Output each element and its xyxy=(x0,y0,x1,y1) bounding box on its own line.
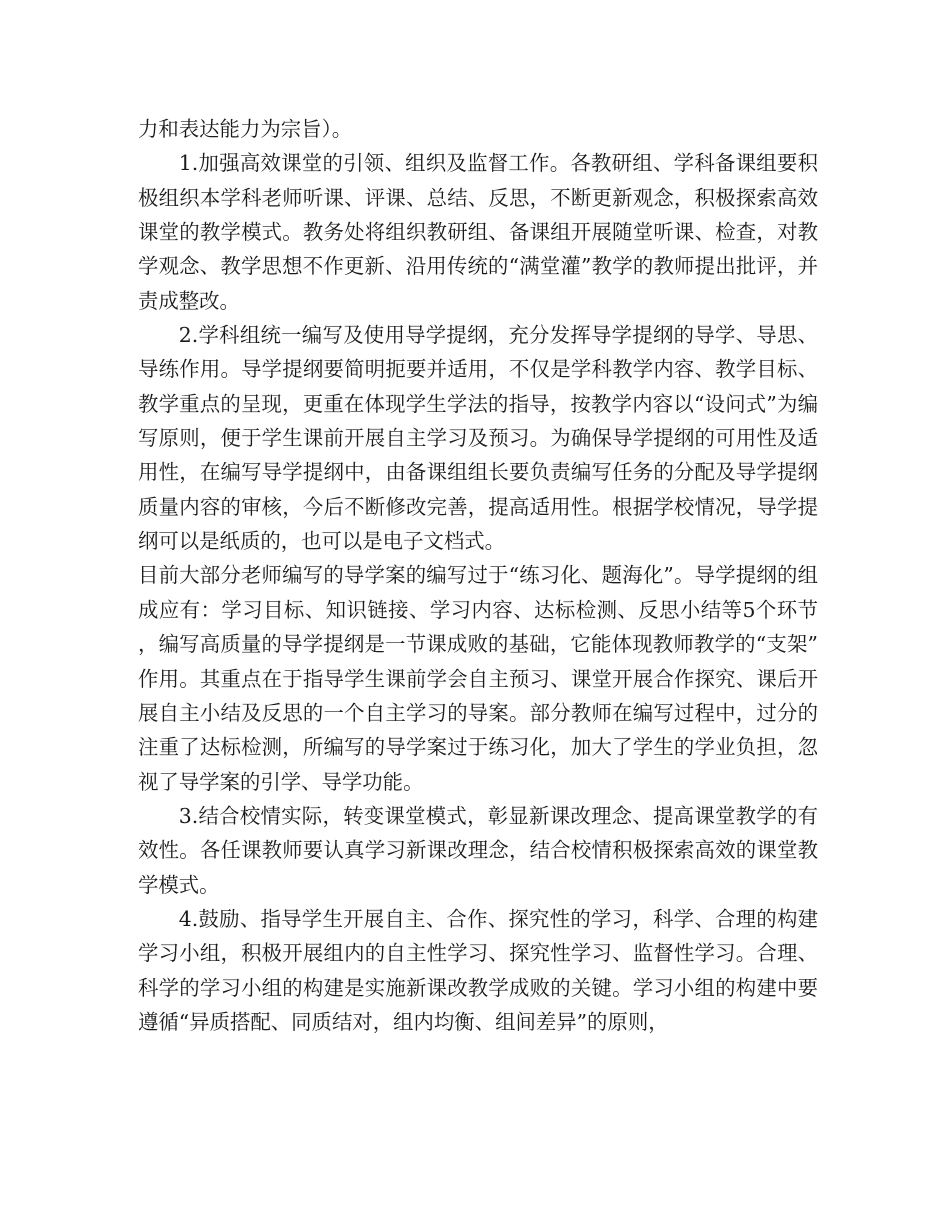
paragraph-continuation: 力和表达能力为宗旨）。 xyxy=(138,117,353,141)
paragraph-item-3: 3.结合校情实际，转变课堂模式，彰显新课改理念、提高课堂教学的有效性。各任课教师要认真学习新课改理念，结合校情积极探索高效的课堂教学模式。 xyxy=(138,803,818,897)
paragraph-item-2: 2.学科组统一编写及使用导学提纲，充分发挥导学提纲的导学、导思、导练作用。导学提纲要简明扼要并适用，不仅是学科教学内容、教学目标、教学重点的呈现，更重在体现学生学法的指导，按教学内容以“设问式”为编写原则，便于学生课前开展自主学习及预习。为确保导学提纲的可用性及适用性，在编写导学提纲中，由备课组组长要负责编写任务的分配及导学提纲质量内容的审核，今后不断修改完善，提高适用性。根据学校情况，导学提纲可以是纸质的，也可以是电子文档式。 xyxy=(138,323,818,554)
document-body xyxy=(138,112,818,1039)
paragraph-item-2-continued: 目前大部分老师编写的导学案的编写过于“练习化、题海化”。导学提纲的组成应有：学习目标、知识链接、学习内容、达标检测、反思小结等5个环节，编写高质量的导学提纲是一节课成败的基础，它能体现教师教学的“支架”作用。其重点在于指导学生课前学会自主预习、课堂开展合作探究、课后开展自主小结及反思的一个自主学习的导案。部分教师在编写过程中，过分的注重了达标检测，所编写的导学案过于练习化，加大了学生的学业负担，忽视了导学案的引学、导学功能。 xyxy=(138,563,818,794)
paragraph-item-1: 1.加强高效课堂的引领、组织及监督工作。各教研组、学科备课组要积极组织本学科老师听课、评课、总结、反思，不断更新观念，积极探索高效课堂的教学模式。教务处将组织教研组、备课组开展随堂听课、检查，对教学观念、教学思想不作更新、沿用传统的“满堂灌”教学的教师提出批评，并责成整改。 xyxy=(138,151,818,313)
paragraph-item-4: 4.鼓励、指导学生开展自主、合作、探究性的学习，科学、合理的构建学习小组，积极开展组内的自主性学习、探究性学习、监督性学习。合理、科学的学习小组的构建是实施新课改教学成败的关键。学习小组的构建中要遵循“异质搭配、同质结对，组内均衡、组间差异”的原则， xyxy=(138,906,818,1034)
